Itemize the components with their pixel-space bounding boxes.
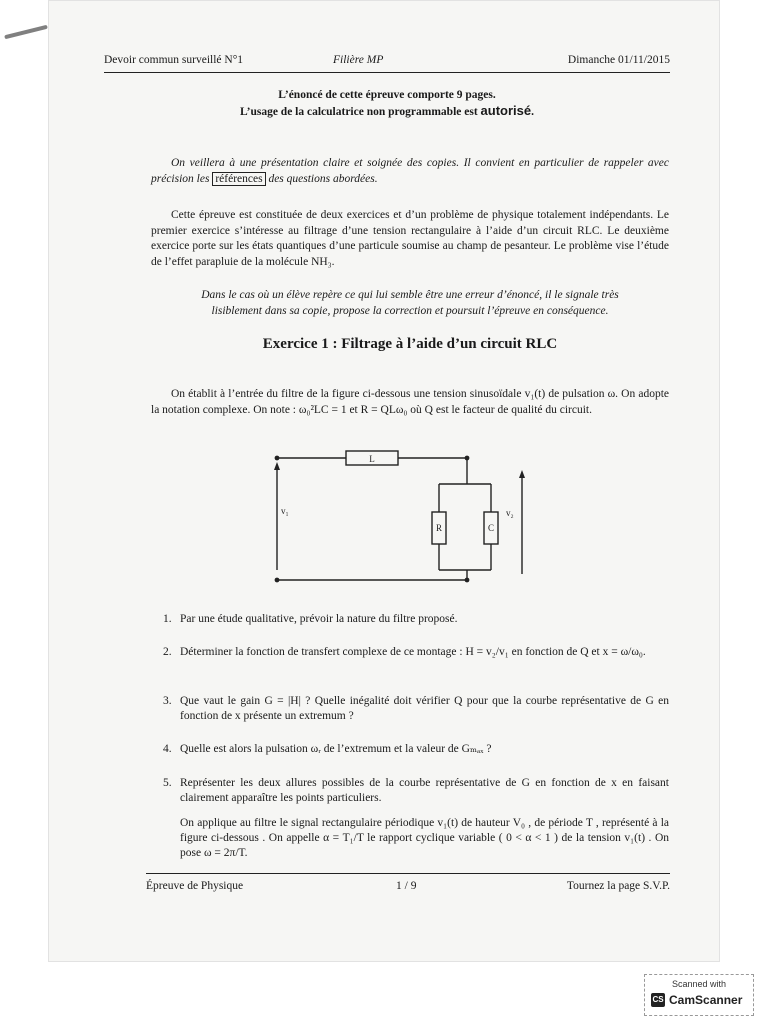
input-terminal-bottom [275,578,280,583]
question-number: 2. [163,646,172,658]
capacitor-label: C [487,523,495,533]
question-4 [163,742,669,757]
header-left: Devoir commun surveillé N°1 [104,54,244,66]
header-center: Filière MP [333,54,384,66]
exercise-intro: On établit à l’entrée du filtre de la figure ci-dessous une tension sinusoïdale v₁(t) de pulsation ω. On adopte la notation complexe. On note : ω₀²LC = 1 et R = QLω₀ où Q est le facteur de qualité du circuit. [151,388,669,416]
v1-arrowhead [274,462,280,470]
question-1 [163,612,669,627]
question-number: 3. [163,695,172,707]
exercise-title: Exercice 1 : Filtrage à l’aide d’un circuit RLC [262,336,558,352]
input-terminal-top [275,456,280,461]
page-footer [146,873,670,894]
resistor-label: R [435,523,443,533]
notice-emphasis: autorisé [480,103,532,118]
inductor-label: L [369,454,375,464]
camscanner-watermark [644,974,754,1016]
camscanner-logo-icon: CS [651,993,665,1007]
intro-paragraph-3: Dans le cas où un élève repère ce qui lui semble être une erreur d’énoncé, il le signale très lisiblement dans sa copie, propose la correction et poursuit l’épreuve en conséquence. [201,289,619,317]
exam-notice [104,88,670,120]
pen-mark [4,25,48,40]
intro-p1-prefix: On veillera à une présentation claire et soignée des copies. Il convient en particulier de rappeler avec précision les [151,157,669,185]
question-text: Par une étude qualitative, prévoir la nature du filtre proposé. [180,613,458,625]
footer-right: Tournez la page S.V.P. [566,880,670,892]
node-bottom [465,578,470,583]
page-number: 1 / 9 [396,880,417,892]
v1-label: v₁ [281,506,289,516]
question-3 [163,694,669,724]
watermark-brand: CamScanner [669,993,743,1007]
question-5 [163,776,669,806]
question-text: Déterminer la fonction de transfert complexe de ce montage : H = v₂/v₁ en fonction de Q et x = ω/ω₀. [180,646,646,658]
notice-line-1: L’énoncé de cette épreuve comporte 9 pages. [278,89,496,101]
question-text: Quelle est alors la pulsation ωᵣ de l’extremum et la valeur de Gₘₐₓ ? [180,743,492,755]
continuation-paragraph: On applique au filtre le signal rectangulaire périodique v₁(t) de hauteur V₀ , de période T , représenté à la figure ci-dessous . On appelle α = T₁/T le rapport cyclique variable ( 0 < α < 1 ) de la tension v₁(t) . On pose ω = 2π/T. [180,817,669,859]
circuit-diagram [265,446,530,588]
notice-line-2-suffix: . [531,106,534,118]
page-header [104,54,670,73]
question-number: 5. [163,777,172,789]
watermark-caption: Scanned with [671,979,727,989]
v2-arrowhead [519,470,525,478]
intro-paragraph-2: Cette épreuve est constituée de deux exercices et d’un problème de physique totalement indépendants. Le premier exercice s’intéresse au filtrage d’une tension rectangulaire à l’aide d’un circuit RLC. Le deuxième exercice porte sur les états quantiques d’une particule soumise au champ de pesanteur. Le problème vise l’étude de l’effet parapluie de la molécule NH₃. [151,209,669,268]
question-number: 4. [163,743,172,755]
question-2 [163,645,669,660]
node-top [465,456,470,461]
question-text: Représenter les deux allures possibles de la courbe représentative de G en fonction de x en faisant clairement apparaître les points particuliers. [180,777,669,804]
boxed-word: références [212,172,265,186]
question-text: Que vaut le gain G = |H| ? Quelle inégalité doit vérifier Q pour que la courbe représentative de G en fonction de x présente un extremum ? [180,695,669,722]
notice-line-2-prefix: L’usage de la calculatrice non programmable est [240,106,481,118]
v2-label: v₂ [506,508,514,518]
intro-p1-suffix: des questions abordées. [265,172,378,185]
question-number: 1. [163,613,172,625]
header-right: Dimanche 01/11/2015 [567,54,670,66]
footer-left: Épreuve de Physique [146,880,244,892]
notice-line-2 [104,103,670,120]
intro-paragraph-1 [151,156,669,187]
